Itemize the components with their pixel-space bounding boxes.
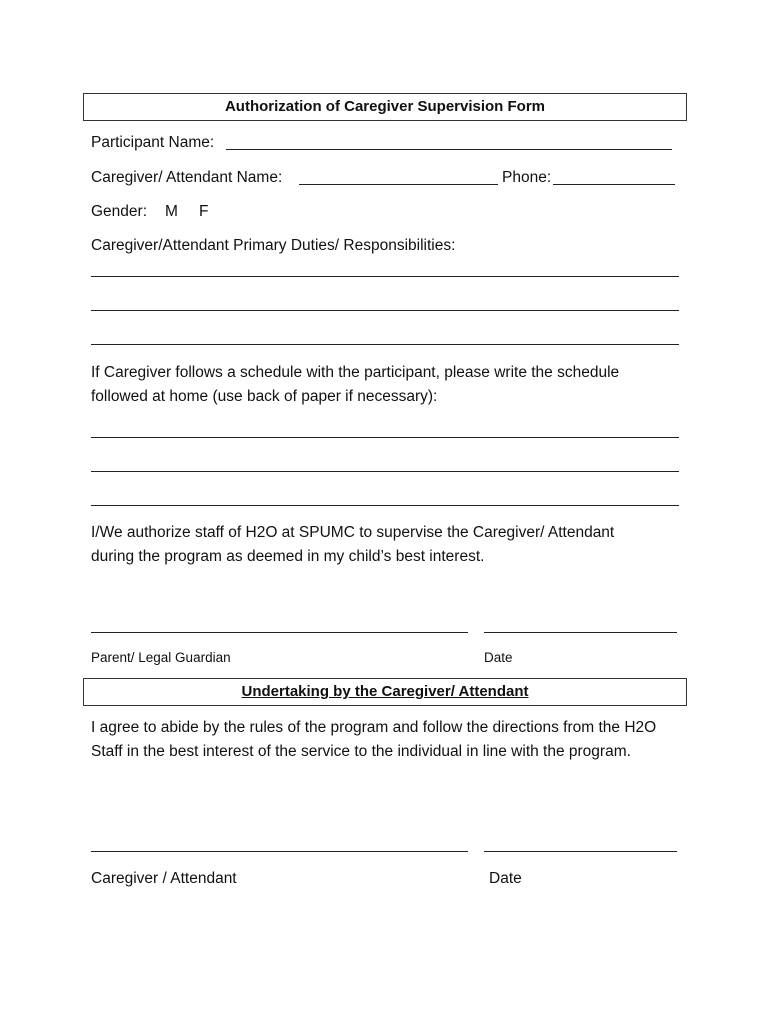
participant-name-label: Participant Name: [91,134,215,151]
authorization-statement: I/We authorize staff of H2O at SPUMC to supervise the Caregiver/ Attendant during the program as deemed in my child’s best interest. [91,524,615,565]
guardian-label: Parent/ Legal Guardian [91,650,231,665]
undertaking-title: Undertaking by the Caregiver/ Attendant [241,683,529,700]
caregiver-signature-label: Caregiver / Attendant [91,870,237,887]
guardian-date-field[interactable] [484,632,677,633]
duties-line-1[interactable] [91,276,679,277]
caregiver-name-field[interactable] [299,184,498,185]
gender-label: Gender: [91,203,148,220]
duties-label: Caregiver/Attendant Primary Duties/ Responsibilities: [91,237,456,254]
gender-option-m[interactable]: M [165,203,178,220]
schedule-instructions: If Caregiver follows a schedule with the participant, please write the schedule followed at home (use back of paper if necessary): [91,364,620,405]
caregiver-date-label: Date [489,870,522,887]
duties-line-3[interactable] [91,344,679,345]
phone-field[interactable] [553,184,675,185]
guardian-signature-field[interactable] [91,632,468,633]
participant-name-field[interactable] [226,149,672,150]
phone-label: Phone: [502,169,552,186]
caregiver-name-label: Caregiver/ Attendant Name: [91,169,283,186]
undertaking-statement: I agree to abide by the rules of the program and follow the directions from the H2O Staff in the best interest of the service to the individual in line with the program. [91,719,657,760]
duties-line-2[interactable] [91,310,679,311]
caregiver-date-field[interactable] [484,851,677,852]
schedule-line-3[interactable] [91,505,679,506]
guardian-date-label: Date [484,650,513,665]
gender-option-f[interactable]: F [199,203,209,220]
schedule-line-2[interactable] [91,471,679,472]
caregiver-signature-field[interactable] [91,851,468,852]
form-title: Authorization of Caregiver Supervision Form [224,98,546,115]
undertaking-title-box [83,678,687,706]
schedule-line-1[interactable] [91,437,679,438]
form-title-box [83,93,687,121]
